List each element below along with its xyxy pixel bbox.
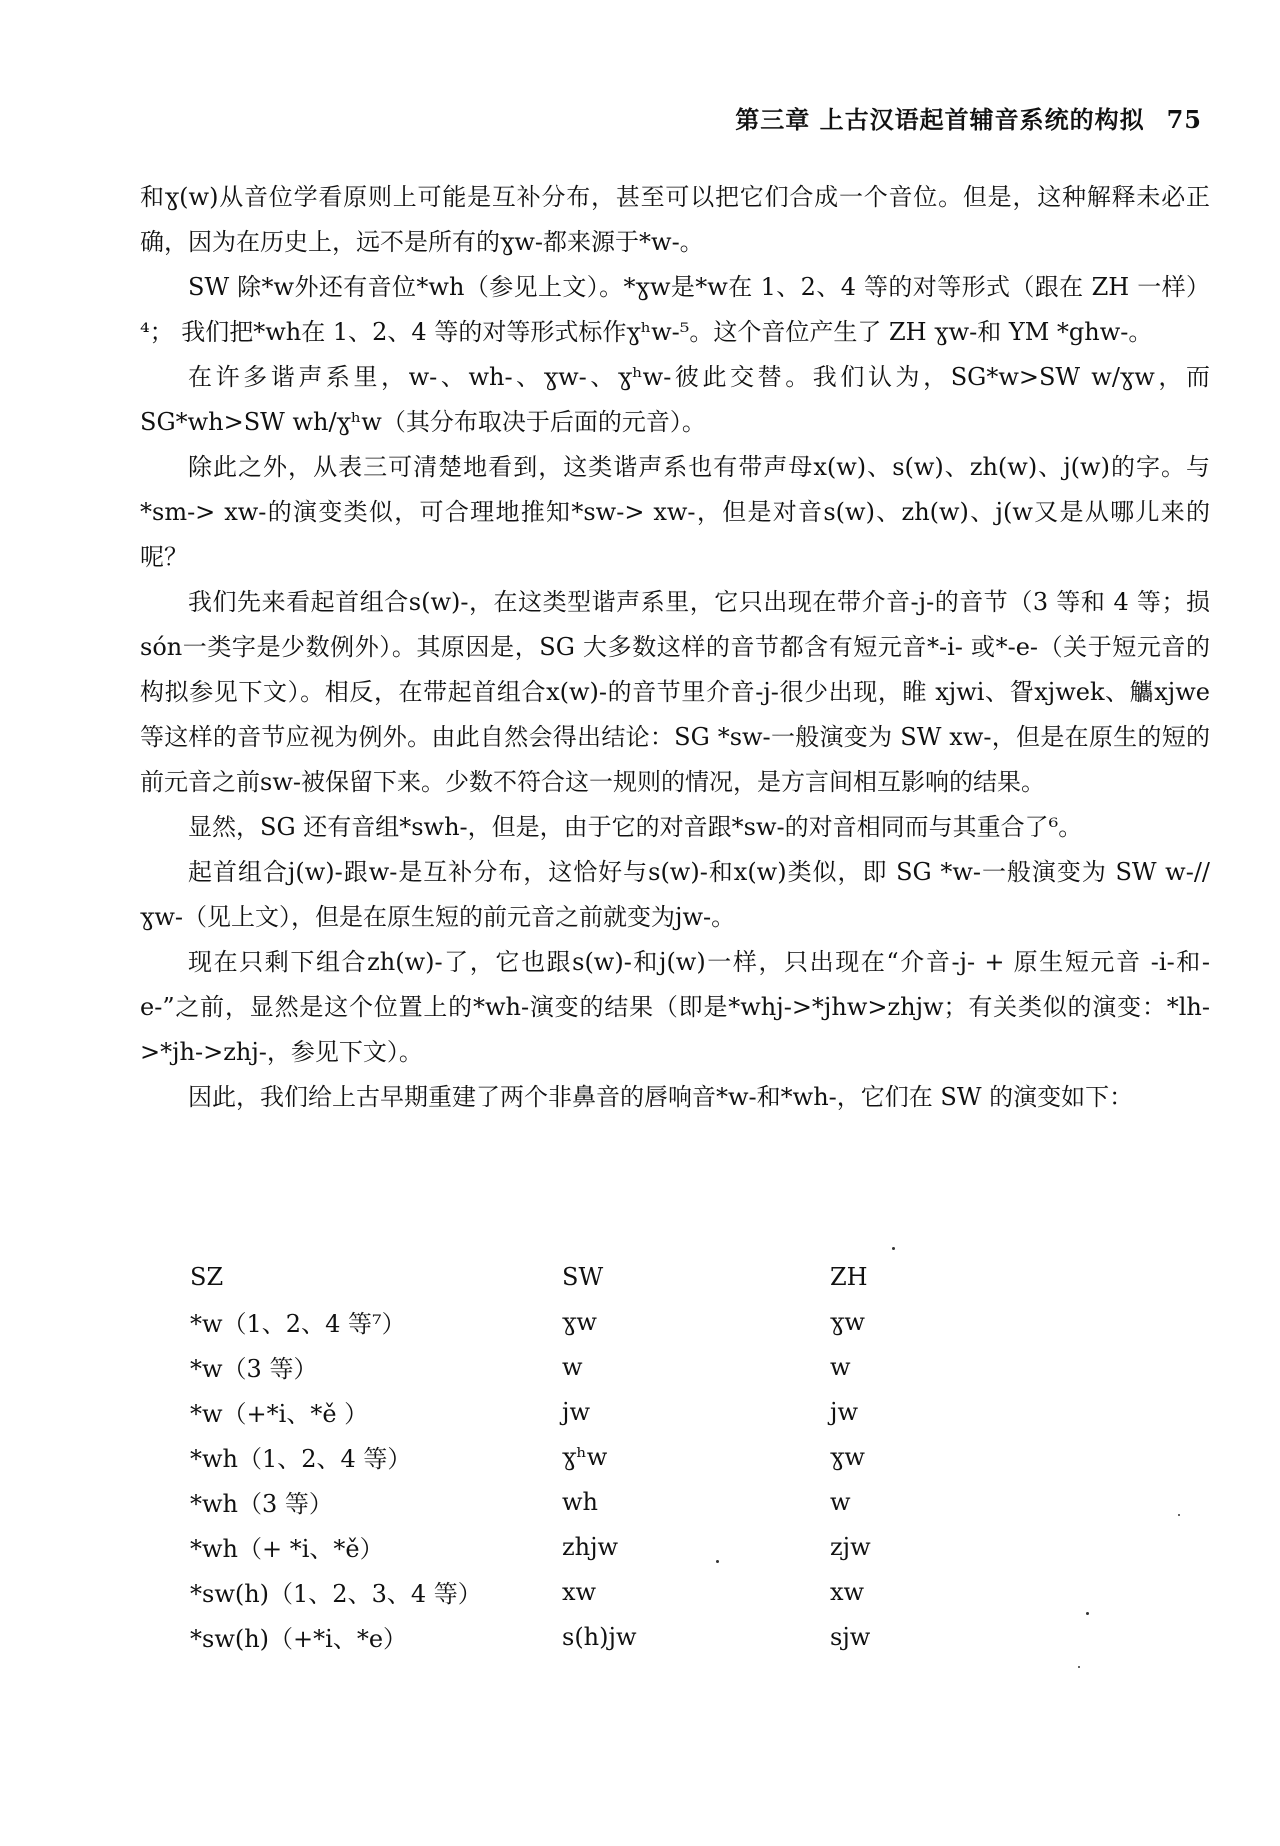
table-cell: ɣw [562, 1307, 597, 1336]
table-cell: xw [562, 1577, 597, 1606]
table-row [190, 1524, 950, 1569]
paragraph: 显然，SG 还有音组*swh-，但是，由于它的对音跟*sw-的对音相同而与其重合了⁶。 [188, 813, 1083, 841]
paragraph: 除此之外，从表三可清楚地看到，这类谐声系也有带声母x(w)、s(w)、zh(w)、j(w)的字。与*sm-> xw-的演变类似，可合理地推知*sw-> xw-，但是对音s(w)、zh(w)、j(w又是从哪儿来的呢？ [140, 453, 1210, 571]
scan-speck [1178, 1514, 1180, 1516]
paragraph: 因此，我们给上古早期重建了两个非鼻音的唇响音*w-和*wh-，它们在 SW 的演变如下： [188, 1083, 1134, 1111]
table-cell: ɣw [830, 1307, 865, 1336]
paragraph: 我们先来看起首组合s(w)-，在这类型谐声系里，它只出现在带介音-j-的音节（3 等和 4 等；损són一类字是少数例外）。其原因是，SG 大多数这样的音节都含有短元音*-i- 或*-e-（关于短元音的构拟参见下文）。相反，在带起首组合x(w)-的音节里介音-j-很少出现，睢 xjwi、眢xjwek、觿xjwe等这样的音节应视为例外。由此自然会得出结论：SG *sw-一般演变为 SW xw-，但是在原生的短的前元音之前sw-被保留下来。少数不符合这一规则的情况，是方言间相互影响的结果。 [140, 588, 1210, 796]
table-cell: zjw [830, 1532, 871, 1561]
scan-speck [892, 1247, 895, 1250]
table-header-row [190, 1254, 950, 1299]
page-number: 75 [1166, 105, 1202, 134]
table-cell: xw [830, 1577, 865, 1606]
table-cell: *w（1、2、4 等⁷） [190, 1310, 406, 1338]
table-cell: *wh（+ *i、*ě） [190, 1535, 384, 1563]
table-cell: w [830, 1352, 851, 1381]
table-row [190, 1569, 950, 1614]
table-cell: *wh（1、2、4 等） [190, 1445, 412, 1473]
paragraph: 现在只剩下组合zh(w)-了，它也跟s(w)-和j(w)一样，只出现在“介音-j- + 原生短元音 -i-和-e-”之前，显然是这个位置上的*wh-演变的结果（即是*whj->*jhw>zhjw；有关类似的演变：*lh->*jh->zhj-，参见下文）。 [140, 948, 1210, 1066]
scan-speck [716, 1560, 719, 1563]
table-row [190, 1479, 950, 1524]
paragraph: 和ɣ(w)从音位学看原则上可能是互补分布，甚至可以把它们合成一个音位。但是，这种解释未必正确，因为在历史上，远不是所有的ɣw-都来源于*w-。 [140, 183, 1210, 256]
column-header-sz: SZ [190, 1262, 224, 1291]
table-row [190, 1434, 950, 1479]
table-row [190, 1299, 950, 1344]
table-cell: *wh（3 等） [190, 1490, 333, 1518]
paragraph: SW 除*w外还有音位*wh（参见上文）。*ɣw是*w在 1、2、4 等的对等形式（跟在 ZH 一样）⁴； 我们把*wh在 1、2、4 等的对等形式标作ɣʰw-⁵。这个音位产生了 ZH ɣw-和 YM *ghw-。 [140, 273, 1210, 346]
column-header-zh: ZH [830, 1262, 868, 1291]
scan-speck [1078, 1666, 1080, 1668]
column-header-sw: SW [562, 1262, 604, 1291]
table-cell: w [830, 1487, 851, 1516]
running-head [735, 100, 1202, 135]
table-cell: sjw [830, 1622, 871, 1651]
chapter-title: 第三章 上古汉语起首辅音系统的构拟 [735, 105, 1145, 134]
paragraph: 起首组合j(w)-跟w-是互补分布，这恰好与s(w)-和x(w)类似，即 SG *w-一般演变为 SW w-//ɣw-（见上文），但是在原生短的前元音之前就变为jw-。 [140, 858, 1210, 931]
table-cell: *sw(h)（1、2、3、4 等） [190, 1580, 482, 1608]
table-cell: jw [830, 1397, 858, 1426]
table-cell: *w（+*i、*ě ） [190, 1400, 369, 1428]
table-cell: wh [562, 1487, 598, 1516]
table-cell: jw [562, 1397, 590, 1426]
table-cell: *sw(h)（+*i、*e） [190, 1625, 408, 1653]
table-row [190, 1344, 950, 1389]
table-cell: w [562, 1352, 583, 1381]
body-text [140, 175, 1210, 1120]
table-cell: ɣʰw [562, 1442, 608, 1471]
scan-speck [1086, 1612, 1089, 1615]
table-cell: zhjw [562, 1532, 619, 1561]
table-row [190, 1389, 950, 1434]
paragraph: 在许多谐声系里，w-、wh-、ɣw-、ɣʰw-彼此交替。我们认为，SG*w>SW w/ɣw，而 SG*wh>SW wh/ɣʰw（其分布取决于后面的元音）。 [140, 363, 1210, 436]
table-cell: *w（3 等） [190, 1355, 318, 1383]
table-row [190, 1614, 950, 1659]
table-cell: s(h)jw [562, 1622, 637, 1651]
table-cell: ɣw [830, 1442, 865, 1471]
sound-correspondence-table [190, 1254, 950, 1659]
